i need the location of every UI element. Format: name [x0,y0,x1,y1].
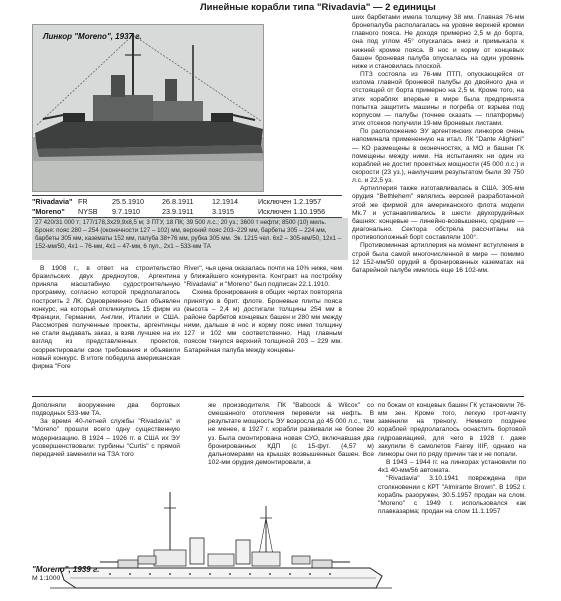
text-column-bottom-middle [208,402,374,492]
paragraph: В 1908 г., в ответ на строительство бразильских двух дредноутов, Аргентина приняла масштабную судостроительную программу, согласно которой предполагалось построить 2 ЛК. Одновременно был объявлен конкурс, на который откликнулись 15 фирм из Франции, Германии, Англии, Италии и США. Рассмотрев полученные проекты, аргентинцы не стали выдавать заказ, а взяв лучшее на их взгляд из представленных проектов, скорректировали свои требования и объявили новый конкурс. В итоге победила американская фирма "Fore [32,265,180,370]
paragraph: Дополняли вооружение два бортовых подводных 533-мм ТА. [32,402,180,418]
ship-fate: Исключен 1.2.1957 [258,196,322,206]
ship-yard: FR [78,196,88,206]
ship-launched: 26.8.1911 [162,196,194,206]
paragraph: Схема бронирования в общих чертах повторяла принятую в брит. флоте. Броневые плиты пояса (высота – 2,4 м) достигали толщины 254 мм в районе барбетов концевых башен и 280 мм между ними, дальше в нос и корму пояс имел толщину 127 и 102 мм соответственно. Над главным поясом тянулся верхний толщиной 203 – 229 мм. Батарейная палуба между концевы- [184,289,342,354]
ship-laid-down: 9.7.1910 [112,206,140,216]
paragraph: по бокам от концевых башен ГК установили 76-мм зен. Кроме того, легкую грот-мачту заменили на треногу. Немного позднее кораблей предполагалось оснастить бортовой гидроавиацией, для чего в 1928 г. даже закупили 6 самолетов Fairey IIIF, однако на линкоры они по ряду причин так и не попали. [378,402,526,458]
ship-profile-drawing [30,488,402,596]
battleship-photo-image [33,25,264,192]
ship-profile-image [30,488,402,596]
ships-table [32,196,342,216]
page-title: Линейные корабли типа "Rivadavia" — 2 единицы [200,2,436,13]
text-column-right [352,14,524,394]
paragraph: ших барбетами имела толщину 38 мм. Главная 76-мм бронепалуба располагалась на уровне верхней кромки главного пояса. Не доходя примерно 2,5 м до борта, она под углом 45° опускалась вниз и примыкала к нижней кромке пояса. В нос и корму от концевых башен броневая палуба опускалась на один уровень ниже и становилась плоской. [352,14,524,70]
paragraph: За время 40-летней службы "Rivadavia" и "Moreno" прошли всего одну существенную модернизацию. В 1924 – 1926 гг. в США их ЭУ усовершенствовали: турбины "Curtis" с прямой передачей заменили на ТЗА того [32,418,180,458]
ship-name: "Moreno" [32,206,65,216]
text-column-middle [184,265,342,395]
ship-launched: 23.9.1911 [162,206,194,216]
drawing-scale: М 1:1000 [32,575,61,582]
paragraph: River", чья цена оказалась почти на 10% ниже, чем у ближайшего конкурента. Контракт на постройку "Rivadavia" и "Moreno" был подписан 22.1.1910. [184,265,342,289]
paragraph: ПТЗ состояла из 76-мм ПТП, опускающейся от излома главной броневой палубы до двойного дна и отстоящей от борта примерно на 2,5 м. Кроме того, на этих кораблях впервые в мире была предпринята попытка защитить машины и погреба от взрыва под корпусом — палубы (точнее сказать — платформы) этих отсеков получили 19-мм броневых листами. [352,71,524,128]
ship-photo [32,24,264,192]
paragraph: Артиллерия также изготавливалась в США. 305-мм орудия "Bethlehem" являлись версией разработанной этой же фирмой для американского флота модели Mk.7 и устанавливались в шести двухорудийных башнях: концевые — линейно-возвышенно, средние — диагонально. Сектора обстрела рассчитаны на противоположный борт составляли 100°. [352,185,524,242]
ship-commissioned: 12.1914 [212,196,238,206]
tech-specs-band: 27 420/31 000 т; 177/178,3x29,9x8,5 м; 3 ПТУ, 18 ПК; 39 500 л.с.; 20 уз.; 3600 т нефти; 8500 (10) миль. Броня: пояс 280 – 254 (оконечности 127 – 102) мм, верхний пояс 203–229 мм, барбеты 305 – 224 мм, барбеты 305 мм, казематы 152 мм, палуба 38+76 мм, рубка 305 мм. Эк. 1215 чел. 6х2 – 305-мм/50, 12х1 – 152-мм/50, 4х1 – 76-мм, 4х1 – 47-мм, 6 пул., 2х1 – 533-мм ТА [32,218,348,260]
ship-commissioned: 3.1915 [212,206,234,216]
ship-laid-down: 25.5.1910 [112,196,144,206]
photo-caption: Линкор "Moreno", 1937 г. [43,32,142,41]
paragraph: же производителя. ПК "Babcock & Wilcox" со смешанного отопления перевели на нефть. В результате мощность ЭУ возросла до 45 000 л.с., тем не менее, в 1927 г. корабли развивали не более 20 уз. Была смонтирована новая СУО, включавшая два бронированных КДП (с 15-фут. (4,57 м) дальномерами на крышах возвышенных башен. Все 102-мм орудия демонтировали, а [208,402,374,467]
ship-fate: Исключен 1.10.1956 [258,206,326,216]
table-row [32,206,342,216]
text-column-left [32,265,180,395]
paragraph: "Rivadavia" 3.10.1941 повреждена при столкновении с КРТ "Almirante Brown". В 1952 г. корабль разоружен, 30.5.1957 продан на слом. "Moreno" с 1949 г. использовался как плавказарма; продан на слом 11.1.1957 [378,475,526,516]
paragraph: В 1943 – 1944 гг. на линкорах установили по 4х1 40-мм/56 автомата. [378,459,526,475]
ship-yard: NYSB [78,206,98,216]
paragraph: По расположению ЭУ аргентинских линкоров очень напоминала примененную на итал. ЛК "Dante Alighieri" — КО размещены в оконечностях, а МО и башни ГК помещены между ними. На испытаниях ни один из кораблей не достиг проектных мощности (45 000 л.с.) и скорости (23 уз.), наилучшим результатом были 39 750 л.с. и 22,5 уз. [352,128,524,185]
paragraph: Противоминная артиллерия на момент вступления в строй была самой многочисленной в мире — помимо 12 152-мм/50 орудий в бронированных казематах на батарейной палубе имелось еще 16 102-мм. [352,242,524,274]
ship-name: "Rivadavia" [32,196,73,206]
section-divider [32,396,524,397]
drawing-caption: "Moreno", 1939 г. [32,565,100,574]
table-row [32,196,342,206]
